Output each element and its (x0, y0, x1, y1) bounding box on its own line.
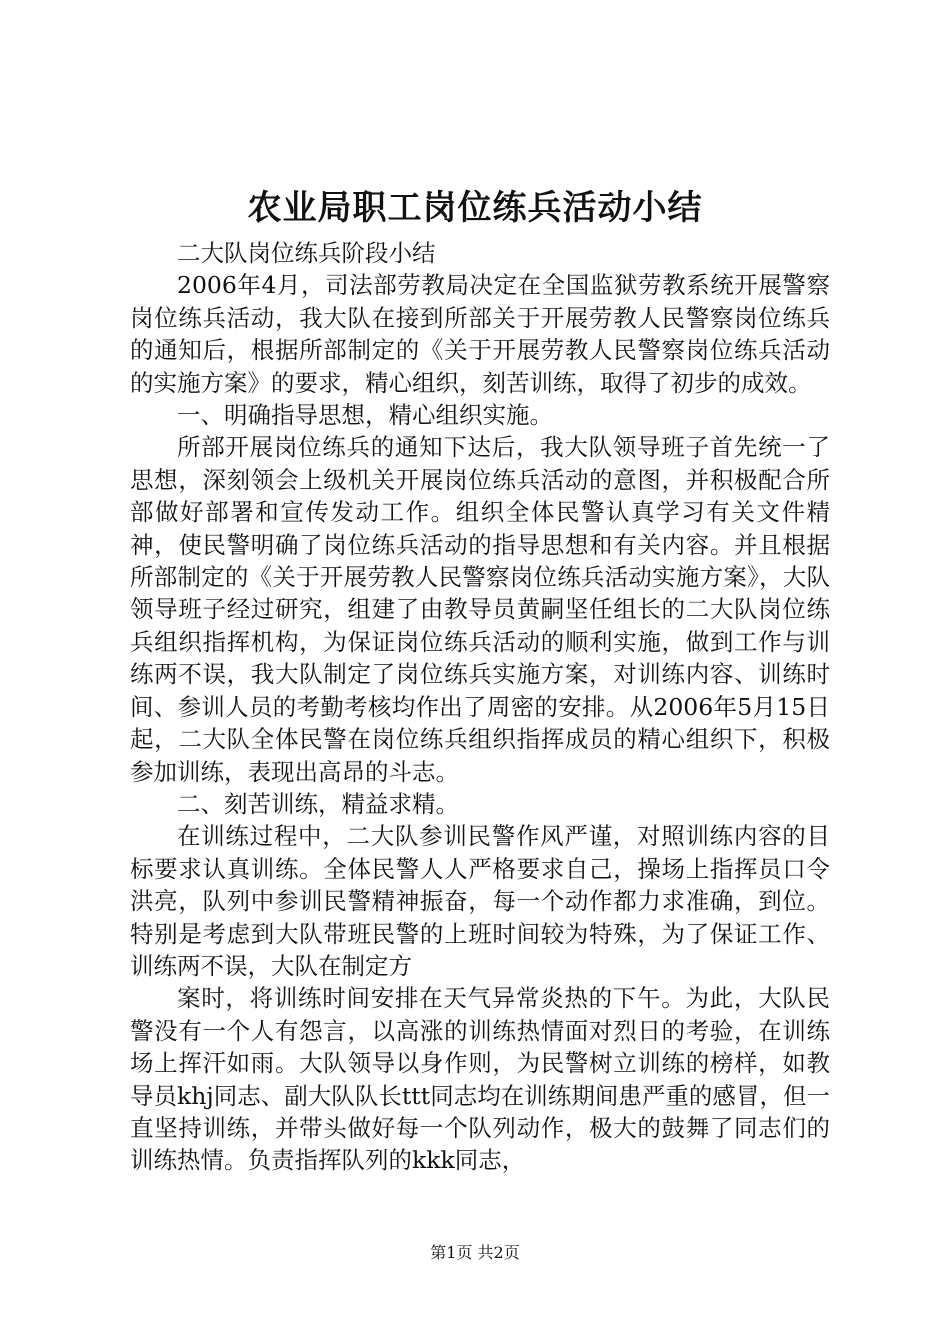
section-heading-1: 一、明确指导思想，精心组织实施。 (177, 401, 553, 430)
document-body (130, 237, 830, 1177)
section-2-paragraph: 在训练过程中，二大队参训民警作风严谨，对照训练内容的目标要求认真训练。全体民警人人严格要求自己，操场上指挥员口令洪亮，队列中参训民警精神振奋，每一个动作都力求准确，到位。特别是考虑到大队带班民警的上班时间较为特殊，为了保证工作、训练两不误，大队在制定方 (130, 822, 830, 980)
section-heading-2: 二、刻苦训练，精益求精。 (177, 789, 459, 818)
intro-paragraph: 2006年4月，司法部劳教局决定在全国监狱劳教系统开展警察岗位练兵活动，我大队在接到所部关于开展劳教人民警察岗位练兵的通知后，根据所部制定的《关于开展劳教人民警察岗位练兵活动的实施方案》的要求，精心组织，刻苦训练，取得了初步的成效。 (130, 271, 830, 397)
document-title: 农业局职工岗位练兵活动小结 (247, 188, 703, 228)
continuation-paragraph: 案时，将训练时间安排在天气异常炎热的下午。为此，大队民警没有一个人有怨言，以高涨的训练热情面对烈日的考验，在训练场上挥汗如雨。大队领导以身作则，为民警树立训练的榜样，如教导员khj同志、副大队队长ttt同志均在训练期间患严重的感冒，但一直坚持训练，并带头做好每一个队列动作，极大的鼓舞了同志们的训练热情。负责指挥队列的kkk同志， (130, 984, 830, 1175)
subtitle-paragraph: 二大队岗位练兵阶段小结 (177, 239, 436, 267)
page-number-footer: 第1页 共2页 (430, 1243, 520, 1262)
section-1-paragraph: 所部开展岗位练兵的通知下达后，我大队领导班子首先统一了思想，深刻领会上级机关开展岗位练兵活动的意图，并积极配合所部做好部署和宣传发动工作。组织全体民警认真学习有关文件精神，使民警明确了岗位练兵活动的指导思想和有关内容。并且根据所部制定的《关于开展劳教人民警察岗位练兵活动实施方案》，大队领导班子经过研究，组建了由教导员黄嗣坚任组长的二大队岗位练兵组织指挥机构，为保证岗位练兵活动的顺利实施，做到工作与训练两不误，我大队制定了岗位练兵实施方案，对训练内容、训练时间、参训人员的考勤考核均作出了周密的安排。从2006年5月15日起，二大队全体民警在岗位练兵组织指挥成员的精心组织下，积极参加训练，表现出高昂的斗志。 (130, 433, 830, 786)
